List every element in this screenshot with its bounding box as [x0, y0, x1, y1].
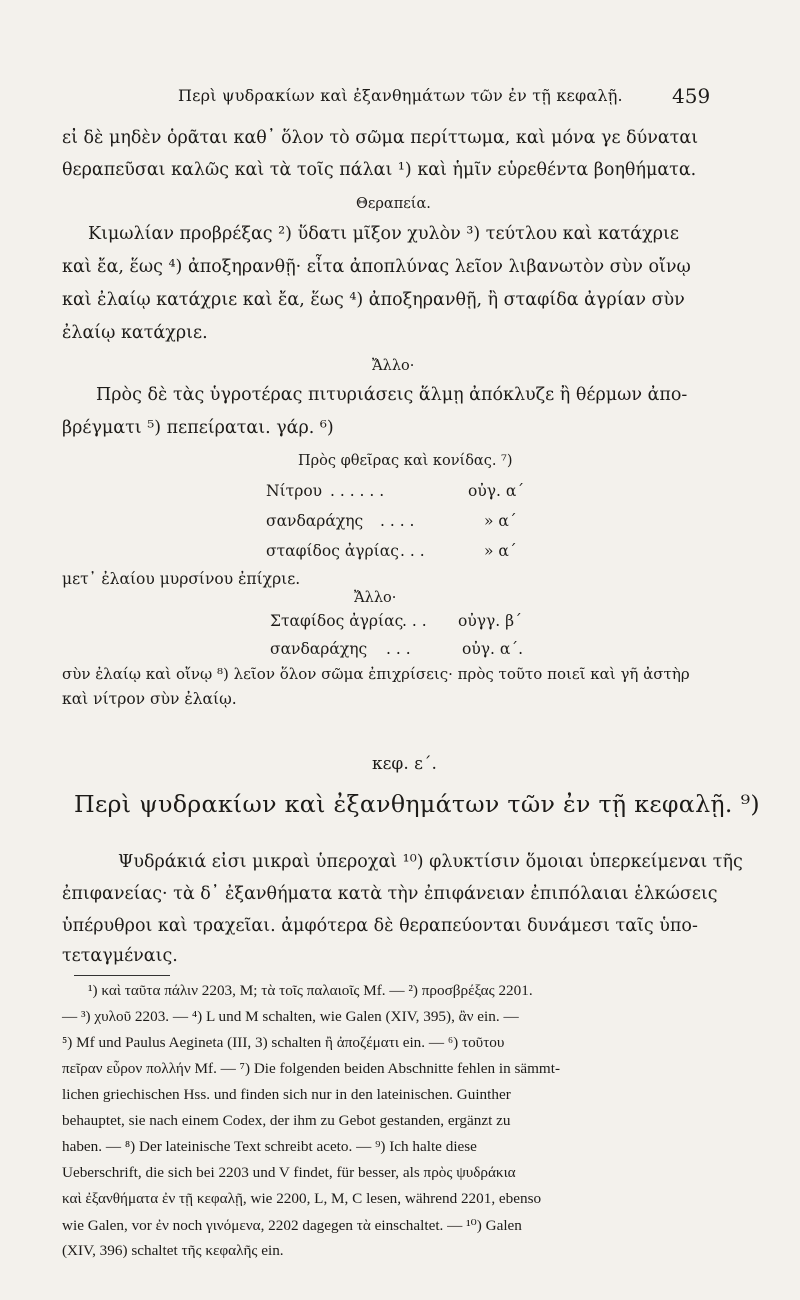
chapter-title: Περὶ ψυδρακίων καὶ ἐξανθημάτων τῶν ἐν τῇ κεφαλῇ. ⁹) — [74, 790, 760, 818]
ingredient-dots: . . . . . . — [330, 482, 385, 500]
footnote-line: — ³) χυλοῦ 2203. — ⁴) L und M schalten, wie Galen (XIV, 395), ἂν ein. — — [62, 1008, 519, 1025]
ingredient-measure: » α΄ — [484, 512, 517, 530]
ingredient-name: σανδαράχης — [266, 512, 364, 530]
ingredient-name: Νίτρου — [266, 482, 323, 500]
chapter-text-line: ἐπιφανείας· τὰ δ᾽ ἐξανθήματα κατὰ τὴν ἐπιφάνειαν ἐπιπόλαιαι ἑλκώσεις — [62, 884, 718, 904]
recipe-line: μετ᾽ ἐλαίου μυρσίνου ἐπίχριε. — [62, 570, 301, 588]
chapter-text-line: Ψυδράκιά εἰσι μικραὶ ὑπεροχαὶ ¹⁰) φλυκτίσιν ὅμοιαι ὑπερκείμεναι τῆς — [118, 852, 743, 872]
page-number: 459 — [672, 84, 711, 108]
footnote-line: καὶ ἐξανθήματα ἐν τῇ κεφαλῇ, wie 2200, L, M, C lesen, während 2201, ebenso — [62, 1190, 542, 1207]
recipe-line: καὶ ἔα, ἕως ⁴) ἀποξηρανθῇ· εἶτα ἀποπλύνας λεῖον λιβανωτὸν σὺν οἴνῳ — [62, 257, 691, 277]
running-title: Περὶ ψυδρακίων καὶ ἐξανθημάτων τῶν ἐν τῇ κεφαλῇ. — [178, 86, 623, 105]
recipe-line: καὶ νίτρον σὺν ἐλαίῳ. — [62, 690, 237, 708]
footnote-line: πεῖραν εὗρον πολλήν Mf. — ⁷) Die folgenden beiden Abschnitte fehlen in sämmt- — [62, 1060, 561, 1077]
footnote-line: ¹) καὶ ταῦτα πάλιν 2203, M; τὰ τοῖς παλαιοῖς Mf. — ²) προσβρέξας 2201. — [88, 982, 533, 999]
ingredient-name: σανδαράχης — [270, 640, 368, 658]
ingredient-measure: οὐγγ. β΄ — [458, 612, 522, 630]
ingredient-dots: . . . — [400, 542, 425, 560]
footnote-rule — [74, 975, 170, 976]
recipe-line: ἐλαίῳ κατάχριε. — [62, 323, 208, 343]
ingredient-measure: » α΄ — [484, 542, 517, 560]
ingredient-name: Σταφίδος ἀγρίας — [270, 612, 404, 630]
ingredient-measure: οὐγ. α΄ — [468, 482, 525, 500]
footnote-line: Ueberschrift, die sich bei 2203 und V findet, für besser, als πρὸς ψυδράκια — [62, 1164, 516, 1181]
footnote-line: wie Galen, vor ἐν noch γινόμενα, 2202 dagegen τὰ einschaltet. — ¹⁰) Galen — [62, 1217, 522, 1234]
intro-line: εἰ δὲ μηδὲν ὁρᾶται καθ᾽ ὅλον τὸ σῶμα περίττωμα, καὶ μόνα γε δύναται — [62, 128, 699, 148]
section-caption: Θεραπεία. — [356, 196, 431, 212]
chapter-text-line: ὑπέρυθροι καὶ τραχεῖαι. ἀμφότερα δὲ θεραπεύονται δυνάμεσι ταῖς ὑπο- — [62, 916, 698, 936]
intro-line: θεραπεῦσαι καλῶς καὶ τὰ τοῖς πάλαι ¹) καὶ ἡμῖν εὑρεθέντα βοηθήματα. — [62, 160, 697, 180]
ingredient-measure: οὐγ. α΄. — [462, 640, 524, 658]
section-caption: Ἄλλο· — [372, 358, 415, 374]
ingredient-dots: . . . — [386, 640, 411, 658]
recipe-line: βρέγματι ⁵) πεπείραται. γάρ. ⁶) — [62, 418, 334, 438]
recipe-line: Πρὸς δὲ τὰς ὑγροτέρας πιτυριάσεις ἅλμῃ ἀπόκλυζε ἢ θέρμων ἀπο- — [96, 385, 688, 405]
footnote-line: (XIV, 396) schaltet τῆς κεφαλῆς ein. — [62, 1242, 284, 1259]
ingredient-dots: . . . — [402, 612, 427, 630]
recipe-line: Κιμωλίαν προβρέξας ²) ὕδατι μῖξον χυλὸν ³) τεύτλου καὶ κατάχριε — [88, 224, 679, 244]
footnote-line: behauptet, sie nach einem Codex, der ihm zu Gebot gestanden, ergänzt zu — [62, 1112, 511, 1129]
footnote-line: lichen griechischen Hss. und finden sich nur in den lateinischen. Guinther — [62, 1086, 511, 1103]
section-caption: Ἄλλο· — [354, 590, 397, 606]
section-caption: Πρὸς φθεῖρας καὶ κονίδας. ⁷) — [298, 453, 513, 469]
recipe-line: σὺν ἐλαίῳ καὶ οἴνῳ ⁸) λεῖον ὅλον σῶμα ἐπιχρίσεις· πρὸς τοῦτο ποιεῖ καὶ γῆ ἀστὴρ — [62, 665, 690, 683]
recipe-line: καὶ ἐλαίῳ κατάχριε καὶ ἔα, ἕως ⁴) ἀποξηρανθῇ, ἢ σταφίδα ἀγρίαν σὺν — [62, 290, 685, 310]
footnote-line: ⁵) Mf und Paulus Aegineta (III, 3) schalten ἢ ἀποζέματι ein. — ⁶) τοῦτου — [62, 1034, 505, 1051]
ingredient-dots: . . . . — [380, 512, 415, 530]
footnote-line: haben. — ⁸) Der lateinische Text schreibt aceto. — ⁹) Ich halte diese — [62, 1138, 477, 1155]
chapter-text-line: τεταγμέναις. — [62, 946, 178, 966]
chapter-label: κεφ. ε΄. — [372, 754, 437, 774]
ingredient-name: σταφίδος ἀγρίας — [266, 542, 399, 560]
